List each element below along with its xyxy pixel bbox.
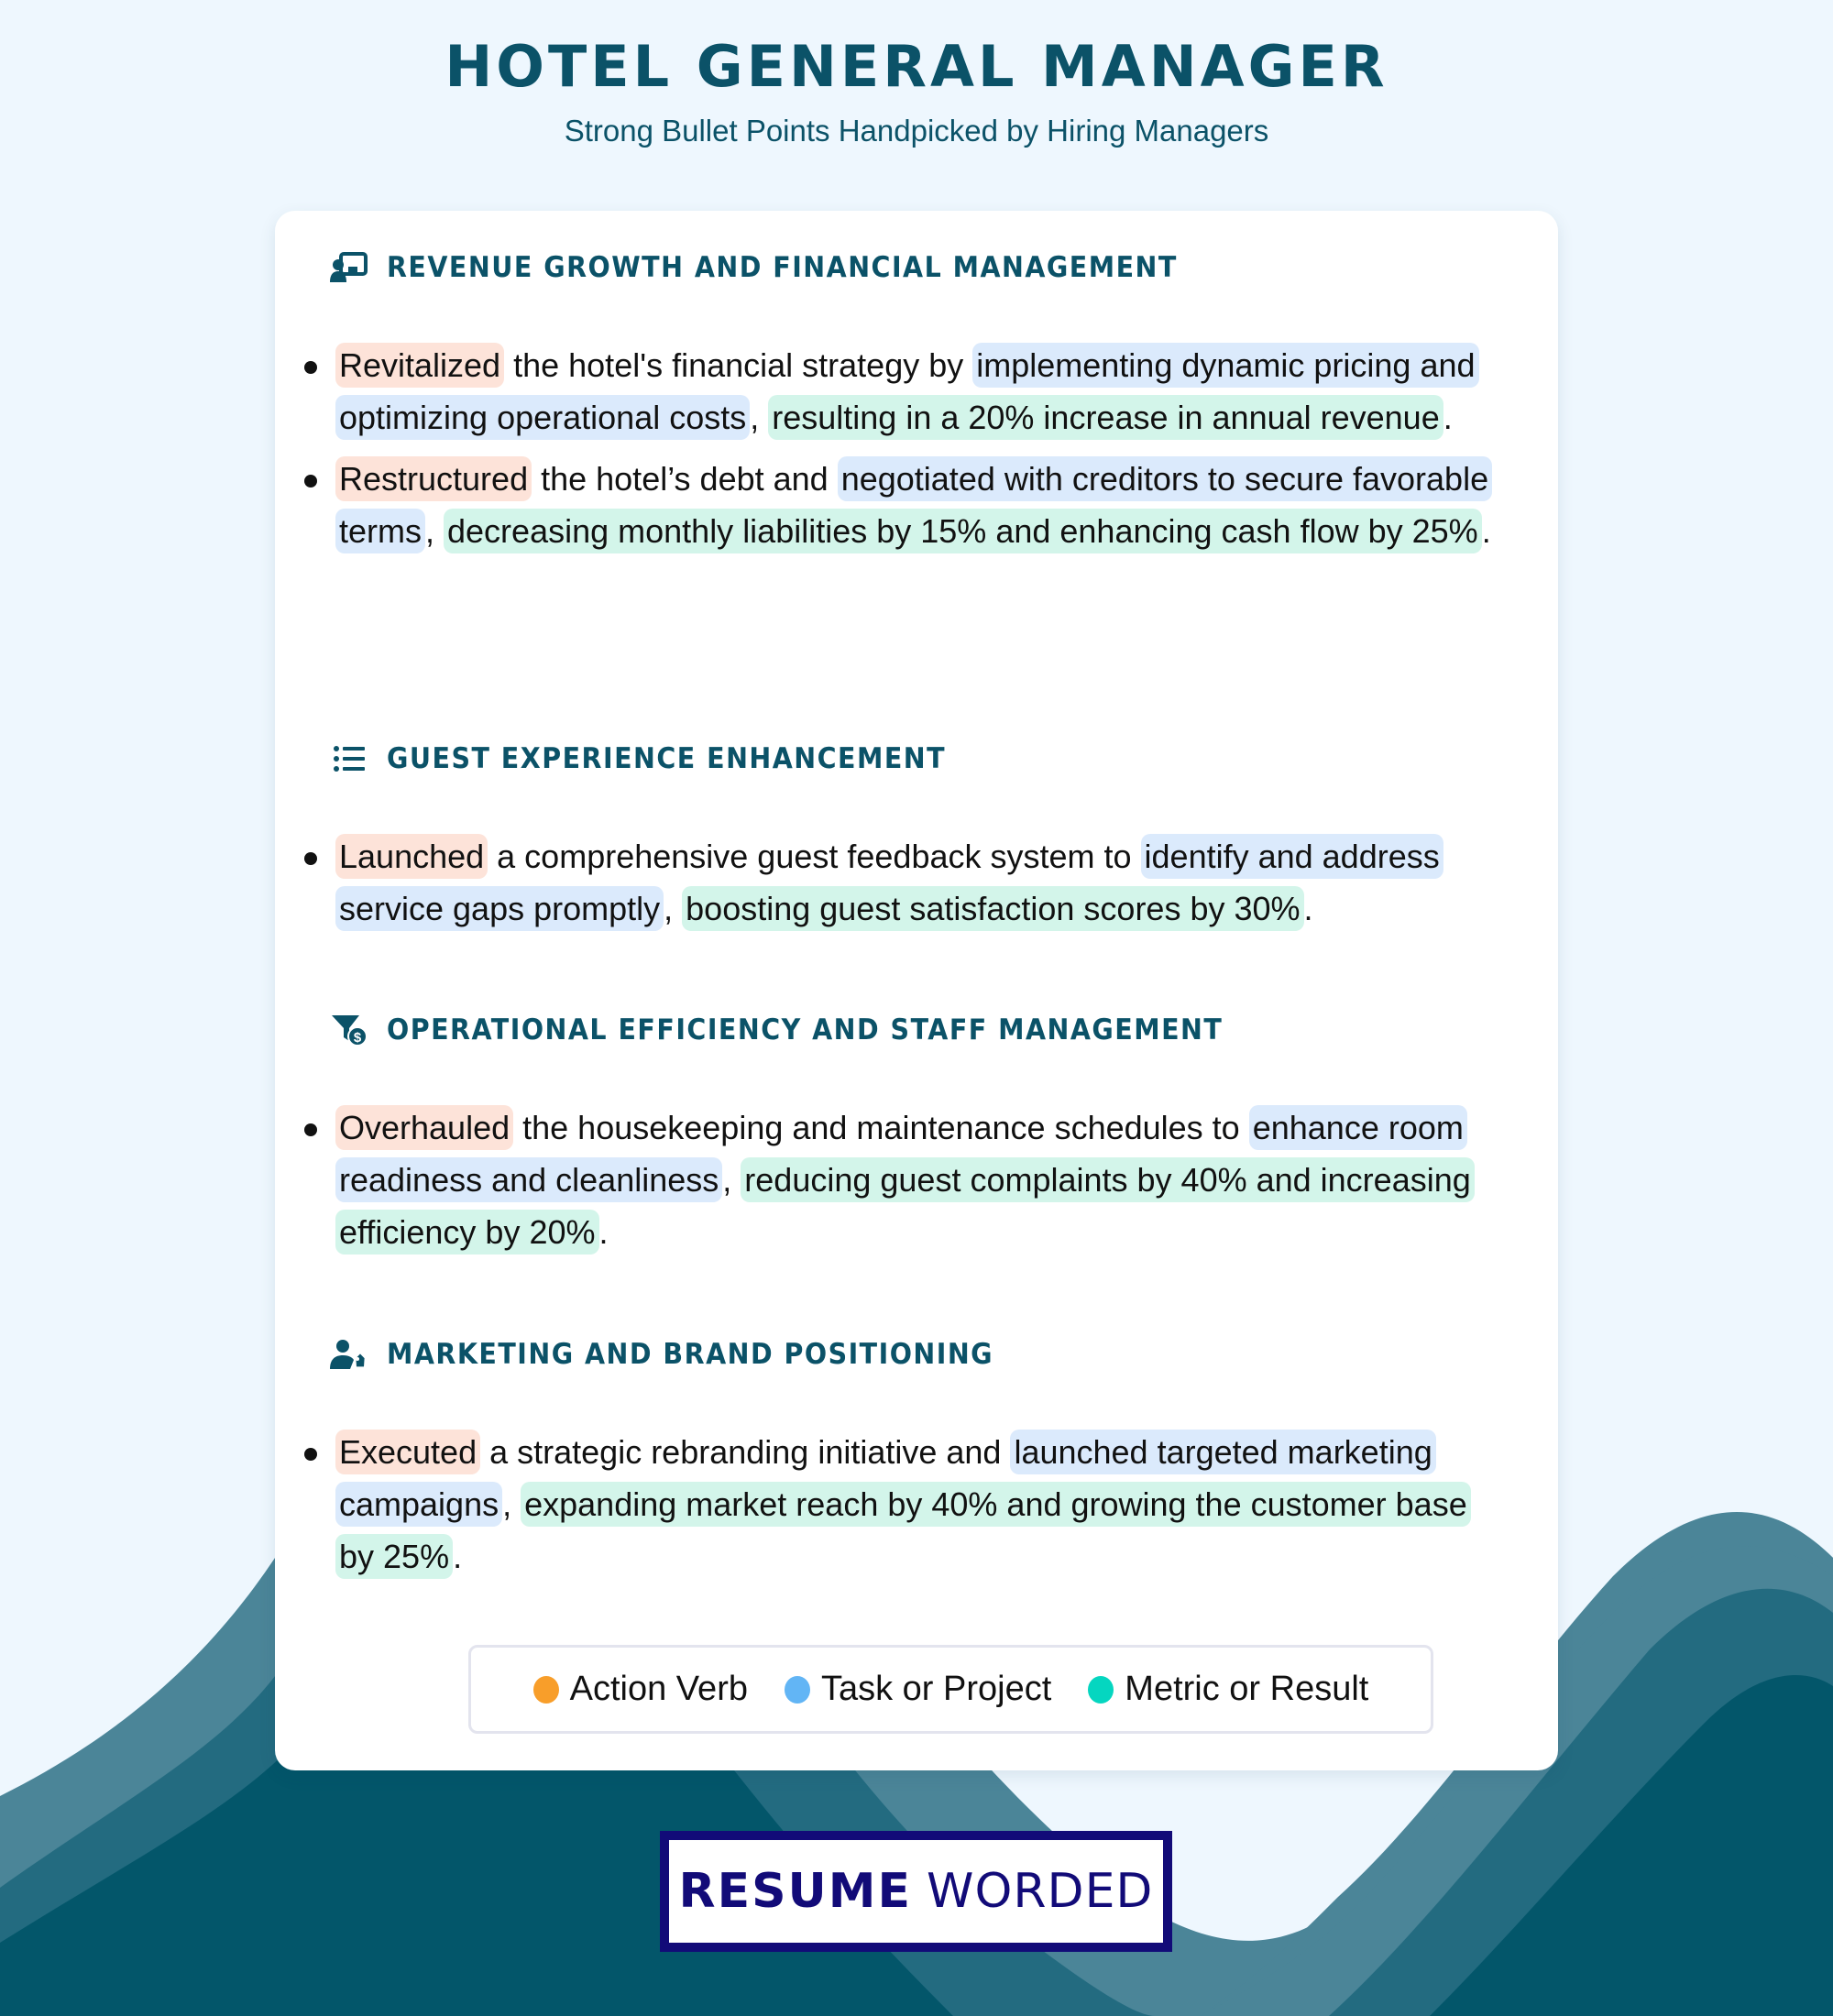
bullet-text: a strategic rebranding initiative and xyxy=(480,1433,1011,1471)
section-revenue-growth xyxy=(330,251,1246,284)
action-verb: Restructured xyxy=(335,456,532,501)
section-title: GUEST EXPERIENCE ENHANCEMENT xyxy=(387,742,947,775)
orange-dot-icon xyxy=(533,1676,559,1704)
page-title: HOTEL GENERAL MANAGER xyxy=(445,33,1388,100)
task-or-project: implementing dynamic pricing and optimizing operational costs xyxy=(335,343,1479,440)
bullet-list xyxy=(301,1426,1510,1592)
bullet-list xyxy=(301,339,1510,566)
bullet-text: . xyxy=(598,1213,609,1251)
action-verb: Executed xyxy=(335,1430,480,1474)
teal-dot-icon xyxy=(1088,1676,1114,1704)
task-or-project: negotiated with creditors to secure favorable terms xyxy=(335,456,1492,553)
legend-label: Task or Project xyxy=(820,1670,1052,1708)
bullet-text: , xyxy=(750,399,769,436)
bullet-item xyxy=(301,830,1510,935)
legend-item-task-or-project xyxy=(785,1670,1051,1709)
bullet-text: . xyxy=(1303,890,1313,927)
bullet-item xyxy=(301,1101,1510,1258)
bullet-text: , xyxy=(502,1485,521,1523)
blue-dot-icon xyxy=(785,1676,810,1704)
metric-or-result: decreasing monthly liabilities by 15% and enhancing cash flow by 25% xyxy=(444,509,1482,553)
metric-or-result: expanding market reach by 40% and growing the customer base by 25% xyxy=(335,1482,1471,1579)
svg-text:$: $ xyxy=(353,1030,362,1046)
bullet-text: , xyxy=(664,890,683,927)
resume-worded-logo xyxy=(660,1831,1172,1952)
bullet-text: , xyxy=(425,512,445,550)
legend-item-action-verb xyxy=(533,1670,748,1709)
section-title: MARKETING AND BRAND POSITIONING xyxy=(387,1338,994,1371)
funnel-dollar-icon xyxy=(330,1014,368,1046)
section-marketing-brand xyxy=(330,1338,1047,1371)
action-verb: Overhauled xyxy=(335,1105,513,1150)
page-subtitle: Strong Bullet Points Handpicked by Hiring Managers xyxy=(564,114,1269,148)
section-operational-efficiency xyxy=(330,1013,1296,1046)
bullet-list xyxy=(301,830,1510,944)
bullet-text: , xyxy=(722,1161,741,1199)
bullet-text: the hotel's financial strategy by xyxy=(504,346,973,384)
metric-or-result: reducing guest complaints by 40% and increasing efficiency by 20% xyxy=(335,1157,1475,1255)
action-verb: Launched xyxy=(335,834,488,879)
task-or-project: identify and address service gaps promptly xyxy=(335,834,1443,931)
bullet-text: the hotel’s debt and xyxy=(532,460,838,498)
bullet-item xyxy=(301,453,1510,557)
task-or-project: launched targeted marketing campaigns xyxy=(335,1430,1436,1527)
list-icon xyxy=(330,743,368,774)
bullet-text: . xyxy=(1443,399,1453,436)
legend-item-metric-or-result xyxy=(1088,1670,1368,1709)
bullet-text: . xyxy=(1481,512,1491,550)
action-verb: Revitalized xyxy=(335,343,504,388)
bullet-points-card xyxy=(275,211,1558,1770)
logo-light-text: WORDED xyxy=(927,1864,1154,1919)
section-title: REVENUE GROWTH AND FINANCIAL MANAGEMENT xyxy=(387,251,1178,284)
highlight-legend xyxy=(468,1645,1433,1734)
bullet-text: the housekeeping and maintenance schedules to xyxy=(513,1109,1249,1146)
bullet-list xyxy=(301,1101,1510,1267)
metric-or-result: boosting guest satisfaction scores by 30% xyxy=(682,886,1303,931)
task-or-project: enhance room readiness and cleanliness xyxy=(335,1105,1467,1202)
bullet-item xyxy=(301,1426,1510,1583)
bullet-text: a comprehensive guest feedback system to xyxy=(488,838,1141,875)
logo-bold-text: RESUME xyxy=(678,1864,913,1919)
section-guest-experience xyxy=(330,742,994,775)
bullet-item xyxy=(301,339,1510,444)
metric-or-result: resulting in a 20% increase in annual revenue xyxy=(768,395,1443,440)
legend-label: Action Verb xyxy=(569,1670,748,1708)
bullet-text: . xyxy=(453,1538,463,1575)
legend-label: Metric or Result xyxy=(1125,1670,1369,1708)
section-title: OPERATIONAL EFFICIENCY AND STAFF MANAGEMENT xyxy=(387,1013,1224,1046)
user-tag-icon xyxy=(330,1339,368,1370)
presentation-user-icon xyxy=(330,252,368,283)
